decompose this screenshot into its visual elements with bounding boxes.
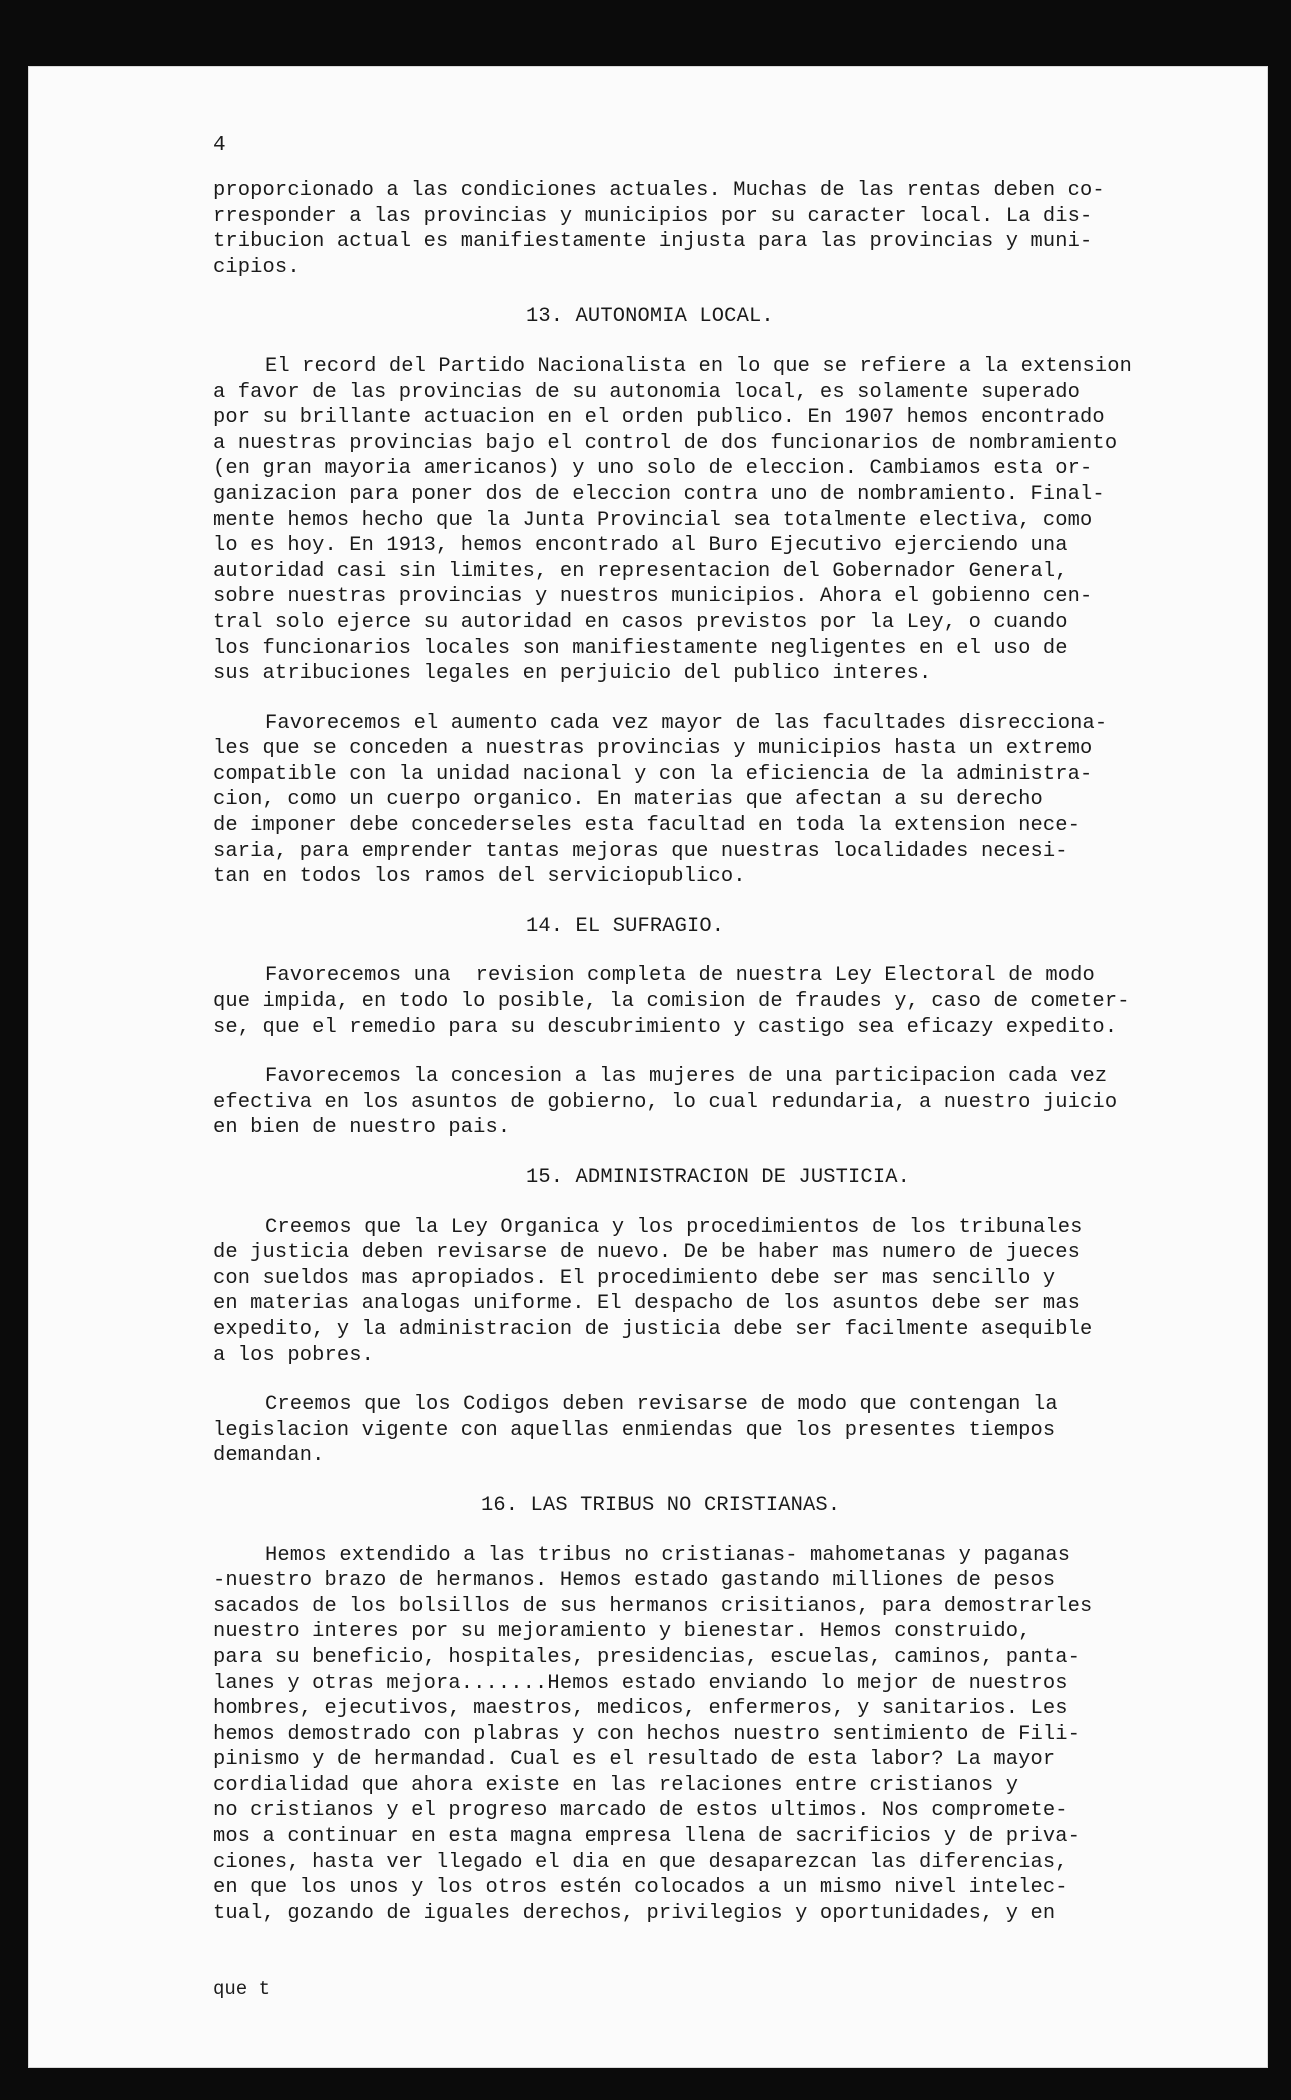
text-line: en bien de nuestro pais. xyxy=(213,1116,511,1140)
text-line: Creemos que los Codigos deben revisarse de modo que contengan la xyxy=(265,1393,1058,1417)
text-line: tual, gozando de iguales derechos, privilegios y oportunidades, y en xyxy=(213,1901,1056,1925)
text-line: hemos demostrado con plabras y con hechos nuestro sentimiento de Fili- xyxy=(213,1722,1081,1746)
section-16-paragraph-1 xyxy=(213,1543,1188,1927)
intro-paragraph xyxy=(213,178,1188,280)
text-line: sobre nuestras provincias y nuestros municipios. Ahora el gobienno cen- xyxy=(213,585,1093,609)
text-line: demandan. xyxy=(213,1444,325,1468)
text-line: El record del Partido Nacionalista en lo que se refiere a la extension xyxy=(265,354,1133,378)
text-line: autoridad casi sin limites, en representacion del Gobernador General, xyxy=(213,559,1068,583)
text-line: pinismo y de hermandad. Cual es el resultado de esta labor? La mayor xyxy=(213,1748,1056,1772)
catchword-footer: que t xyxy=(213,1978,271,2000)
text-line: -nuestro brazo de hermanos. Hemos estado gastando milliones de pesos xyxy=(213,1569,1056,1593)
text-line: compatible con la unidad nacional y con la eficiencia de la administra- xyxy=(213,762,1093,786)
text-line: mente hemos hecho que la Junta Provincial sea totalmente electiva, como xyxy=(213,508,1093,532)
text-line: a favor de las provincias de su autonomia local, es solamente superado xyxy=(213,380,1081,404)
section-13-paragraph-1 xyxy=(213,354,1188,687)
text-line: de justicia deben revisarse de nuevo. De be haber mas numero de jueces xyxy=(213,1241,1081,1265)
text-line: Hemos extendido a las tribus no cristianas- mahometanas y paganas xyxy=(265,1543,1071,1567)
text-line: para su beneficio, hospitales, presidencias, escuelas, caminos, panta- xyxy=(213,1645,1081,1669)
text-line: Favorecemos una revision completa de nuestra Ley Electoral de modo xyxy=(265,964,1095,988)
text-line: Creemos que la Ley Organica y los procedimientos de los tribunales xyxy=(265,1215,1083,1239)
text-line: ciones, hasta ver llegado el dia en que desaparezcan las diferencias, xyxy=(213,1850,1068,1874)
text-line: los funcionarios locales son manifiestamente negligentes en el uso de xyxy=(213,636,1068,660)
text-line: tan en todos los ramos del serviciopublico. xyxy=(213,865,746,889)
text-line: expedito, y la administracion de justicia debe ser facilmente asequible xyxy=(213,1317,1093,1341)
text-line: saria, para emprender tantas mejoras que nuestras localidades necesi- xyxy=(213,839,1068,863)
text-line: por su brillante actuacion en el orden publico. En 1907 hemos encontrado xyxy=(213,406,1105,430)
text-line: a los pobres. xyxy=(213,1343,375,1367)
text-line: cion, como un cuerpo organico. En materias que afectan a su derecho xyxy=(213,788,1043,812)
text-line: que impida, en todo lo posible, la comision de fraudes y, caso de cometer- xyxy=(213,990,1130,1014)
text-line: cordialidad que ahora existe en las relaciones entre cristianos y xyxy=(213,1773,1019,1797)
text-line: sus atribuciones legales en perjuicio del publico interes. xyxy=(213,662,932,686)
text-line: se, que el remedio para su descubrimiento y castigo sea eficazy expedito. xyxy=(213,1015,1118,1039)
section-15-paragraph-2 xyxy=(213,1392,1188,1469)
section-13-paragraph-2 xyxy=(213,711,1188,890)
text-line: a nuestras provincias bajo el control de dos funcionarios de nombramiento xyxy=(213,431,1118,455)
text-line: Favorecemos la concesion a las mujeres de una participacion cada vez xyxy=(265,1065,1108,1089)
text-line: rresponder a las provincias y municipios por su caracter local. La dis- xyxy=(213,204,1093,228)
document-body xyxy=(213,178,1188,1926)
text-line: Favorecemos el aumento cada vez mayor de las facultades disrecciona- xyxy=(265,711,1108,735)
text-line: lanes y otras mejora.......Hemos estado enviando lo mejor de nuestros xyxy=(213,1671,1068,1695)
text-line: legislacion vigente con aquellas enmiendas que los presentes tiempos xyxy=(213,1418,1056,1442)
section-13-heading: 13. AUTONOMIA LOCAL. xyxy=(526,305,774,329)
section-14-paragraph-2 xyxy=(213,1064,1188,1141)
section-14-paragraph-1 xyxy=(213,963,1188,1040)
text-line: no cristianos y el progreso marcado de estos ultimos. Nos comprometе- xyxy=(213,1799,1068,1823)
text-line: lo es hoy. En 1913, hemos encontrado al Buro Ejecutivo ejerciendo una xyxy=(213,534,1068,558)
section-16-heading: 16. LAS TRIBUS NO CRISTIANAS. xyxy=(481,1493,841,1517)
text-line: con sueldos mas apropiados. El procedimiento debe ser mas sencillo y xyxy=(213,1266,1056,1290)
text-line: sacados de los bolsillos de sus hermanos crisitianos, para demostrarles xyxy=(213,1594,1093,1618)
text-line: (en gran mayoria americanos) y uno solo de eleccion. Cambiamos esta or- xyxy=(213,457,1093,481)
text-line: mos a continuar en esta magna empresa llena de sacrificios y de priva- xyxy=(213,1825,1081,1849)
section-15-paragraph-1 xyxy=(213,1215,1188,1369)
page-number: 4 xyxy=(213,134,226,157)
text-line: proporcionado a las condiciones actuales. Muchas de las rentas deben co- xyxy=(213,179,1105,202)
document-page xyxy=(28,66,1268,2068)
text-line: cipios. xyxy=(213,255,300,279)
text-line: de imponer debe concederseles esta facultad en toda la extension nece- xyxy=(213,814,1081,838)
text-line: nuestro interes por su mejoramiento y bienestar. Hemos construido, xyxy=(213,1620,1031,1644)
section-15-heading: 15. ADMINISTRACION DE JUSTICIA. xyxy=(526,1166,910,1189)
text-line: en materias analogas uniforme. El despacho de los asuntos debe ser mas xyxy=(213,1292,1081,1316)
text-line: tral solo ejerce su autoridad en casos previstos por la Ley, o cuando xyxy=(213,610,1068,634)
text-line: en que los unos y los otros estén colocados a un mismo nivel intelec- xyxy=(213,1876,1068,1900)
text-line: tribucion actual es manifiestamente injusta para las provincias y muni- xyxy=(213,230,1093,254)
text-line: hombres, ejecutivos, maestros, medicos, enfermeros, y sanitarios. Les xyxy=(213,1697,1068,1721)
text-line: ganizacion para poner dos de eleccion contra uno de nombramiento. Final- xyxy=(213,482,1105,506)
text-line: efectiva en los asuntos de gobierno, lo cual redundaria, a nuestro juicio xyxy=(213,1090,1118,1114)
text-line: les que se conceden a nuestras provincias y municipios hasta un extremo xyxy=(213,737,1093,761)
section-14-heading: 14. EL SUFRAGIO. xyxy=(526,914,725,938)
